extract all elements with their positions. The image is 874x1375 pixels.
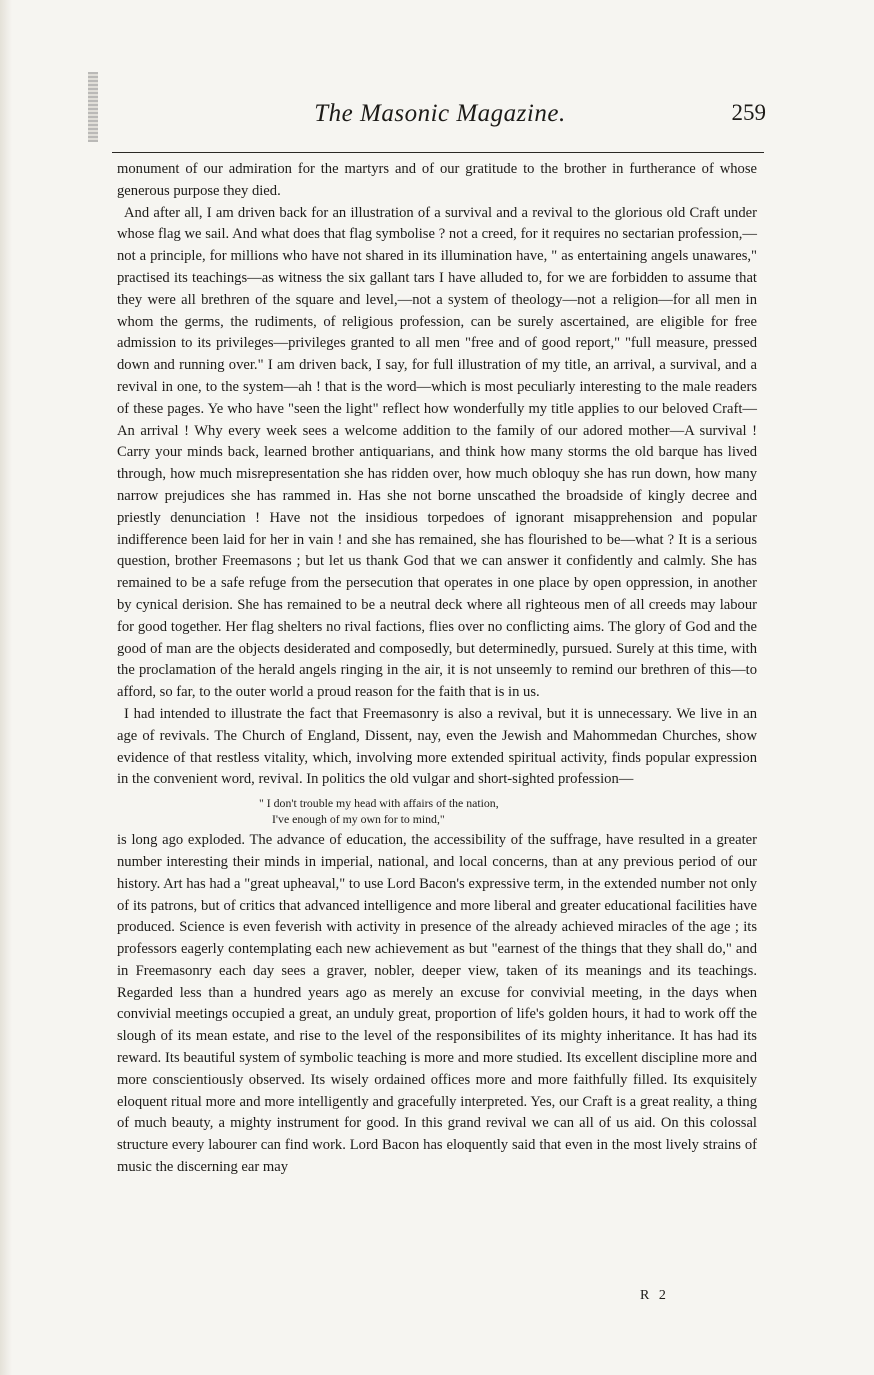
- paragraph-4: is long ago exploded. The advance of education, the accessibility of the suffrage, have resulted in a greater number interesting their minds in imperial, national, and local concerns, than at any previous period of our history. Art has had a "great upheaval," to use Lord Bacon's expressive term, in the extended number not only of its patrons, but of critics that advanced intelligence and more liberal and greater educational facilities have produced. Science is even feverish with activity in presence of the already achieved miracles of the age ; its professors eagerly contemplating each new achievement as but "earnest of the things that they shall do," and in Freemasonry each day sees a graver, nobler, deeper view, taken of its meanings and its teachings. Regarded less than a hundred years ago as merely an excuse for convivial meeting, in the days when convivial meetings occupied a great, an unduly great, proportion of life's golden hours, it had to work off the slough of its mean estate, and rise to the level of the responsibilites of its mighty inheritance. It has had its reward. Its beautiful system of symbolic teaching is more and more studied. Its excellent discipline more and more conscientiously observed. Its wisely ordained offices more and more faithfully filled. Its exquisitely eloquent ritual more and more intelligently and gracefully interpreted. Yes, our Craft is a great reality, a thing of much beauty, a mighty instrument for good. In this grand revival we can all of us aid. On this colossal structure every labourer can find work. Lord Bacon has eloquently said that even in the most lively strains of music the discerning ear may: [117, 832, 757, 1176]
- binding-mark: [88, 72, 98, 142]
- verse-quote: [117, 795, 757, 827]
- signature-mark: R 2: [640, 1288, 669, 1303]
- paragraph-1: monument of our admiration for the martyrs and of our gratitude to the brother in furtherance of whose generous purpose they died.: [117, 161, 757, 199]
- page-header: [110, 96, 770, 136]
- header-rule: [112, 152, 764, 153]
- paragraph-2: And after all, I am driven back for an illustration of a survival and a revival to the glorious old Craft under whose flag we sail. And what does that flag symbolise ? not a creed, for it requires no sectarian profession,—not a principle, for millions who have not shared in its illumination have, " as entertaining angels unawares," practised its teachings—as witness the six gallant tars I have alluded to, for we are forbidden to assume that they were all brethren of the square and level,—not a system of theology—not a religion—for all men in whom the germs, the rudiments, of religious profession, can be surely ascertained, are eligible for free admission to its privileges—privileges granted to all men "free and of good report," "full measure, pressed down and running over." I am driven back, I say, for full illustration of my title, an arrival, a survival, and a revival in one, to the system—ah ! that is the word—which is most peculiarly interesting to the male readers of these pages. Ye who have "seen the light" reflect how wonderfully my title applies to our beloved Craft—An arrival ! Why every week sees a welcome addition to the family of our adored mother—A survival ! Carry your minds back, learned brother antiquarians, and think how many storms the old barque has lived through, how much misrepresentation she has ridden over, how much obloquy she has run down, how many narrow prejudices she has rammed in. Has she not borne unscathed the broadside of kingly decree and priestly denunciation ! Have not the insidious torpedoes of ignorant misapprehension and popular indifference been laid for her in vain ! and she has remained, she has flourished to be—what ? It is a serious question, brother Freemasons ; but let us thank God that we can answer it confidently and calmly. She has remained to be a safe refuge from the persecution that operates in one place by open oppression, in another by cynical derision. She has remained to be a neutral deck where all righteous men of all creeds may labour for good together. Her flag shelters no rival factions, flies over no conflicting aims. The glory of God and the good of man are the objects desiderated and composedly, but determinedly, pursued. Surely at this time, with the proclamation of the herald angels ringing in the air, it is not unseemly to remind our brethren of this—to afford, so far, to the outer world a proud reason for the faith that is in us.: [117, 204, 757, 701]
- scan-edge: [0, 0, 12, 1375]
- paragraph-3: I had intended to illustrate the fact that Freemasonry is also a revival, but it is unnecessary. We live in an age of revivals. The Church of England, Dissent, nay, even the Jewish and Mahommedan Churches, show evidence of that restless vitality, which, involving more extended spiritual activity, finds popular expression in the convenient word, revival. In politics the old vulgar and short-sighted profession—: [117, 705, 757, 788]
- quote-line-1: " I don't trouble my head with affairs of the nation,: [259, 796, 499, 811]
- quote-line-2: I've enough of my own for to mind,": [272, 812, 445, 827]
- running-title: The Masonic Magazine.: [314, 100, 566, 127]
- text-column: [117, 159, 757, 1179]
- page-number: 259: [731, 100, 766, 125]
